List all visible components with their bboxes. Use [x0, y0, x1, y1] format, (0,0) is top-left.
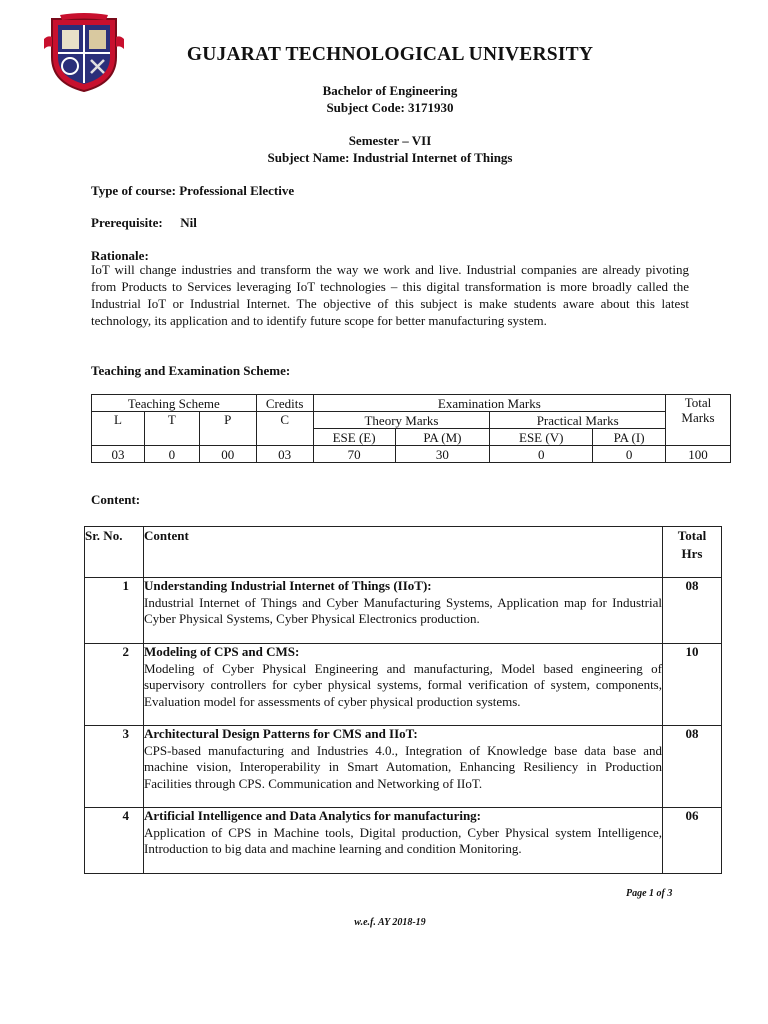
total-label: Total [684, 395, 712, 410]
degree: Bachelor of Engineering [322, 83, 458, 98]
col-t: T [144, 412, 199, 446]
theory-marks-header: Theory Marks [313, 412, 490, 429]
total-marks-header [666, 395, 731, 446]
university-name: GUJARAT TECHNOLOGICAL UNIVERSITY [186, 44, 594, 65]
scheme-heading: Teaching and Examination Scheme: [91, 363, 291, 378]
value-pa-m: 30 [395, 446, 490, 463]
col-l: L [92, 412, 145, 446]
exam-marks-header: Examination Marks [313, 395, 665, 412]
rationale-text: IoT will change industries and transform the way we work and live. Industrial companies are already pivoting from Products to Services leveraging IoT technologies – this digital transformation is more broadly called the Industrial IoT or Industrial Internet. The objective of this subject is make students aware about this latest technology, its application and to identify future scope for better manufacturing system. [91, 262, 689, 328]
subject-code: Subject Code: 3171930 [326, 100, 454, 115]
ese-v-header: ESE (V) [490, 429, 593, 446]
row-hrs: 06 [663, 808, 722, 874]
col-sr-header: Sr. No. [85, 527, 144, 578]
prerequisite-value: Nil [180, 215, 197, 230]
row-sr: 4 [85, 808, 144, 874]
pa-i-header: PA (I) [593, 429, 666, 446]
value-l: 03 [92, 446, 145, 463]
value-c: 03 [256, 446, 313, 463]
total-label: Total [677, 528, 707, 543]
table-row [85, 578, 722, 644]
subject-name: Subject Name: Industrial Internet of Things [267, 150, 513, 165]
row-content [144, 578, 663, 644]
row-body: CPS-based manufacturing and Industries 4.0., Integration of Knowledge base data base and machine vision, Interoperability in Smart Automation, Enhancing Resiliency in Production Facilities through CPS. Communication and Networking of IIoT. [144, 742, 662, 791]
col-p: P [199, 412, 256, 446]
prerequisite-label: Prerequisite: [91, 215, 163, 230]
pa-m-header: PA (M) [395, 429, 490, 446]
credits-header: Credits [256, 395, 313, 412]
row-sr: 1 [85, 578, 144, 644]
row-body: Industrial Internet of Things and Cyber Manufacturing Systems, Application map for Industrial Cyber Physical Systems, Cyber Physical Electronics production. [144, 594, 662, 626]
row-title: Understanding Industrial Internet of Things (IIoT): [144, 578, 432, 593]
teaching-scheme-header: Teaching Scheme [92, 395, 257, 412]
row-hrs: 08 [663, 578, 722, 644]
col-content-header: Content [144, 527, 663, 578]
row-content [144, 644, 663, 726]
row-title: Architectural Design Patterns for CMS and IIoT: [144, 726, 418, 741]
row-hrs: 08 [663, 726, 722, 808]
table-row [85, 644, 722, 726]
value-t: 0 [144, 446, 199, 463]
row-body: Modeling of Cyber Physical Engineering and manufacturing, Model based engineering of supervisory controllers for cyber physical systems, formal verification of system, components, Evaluation model for assessments of cyber physical production systems. [144, 660, 662, 709]
row-body: Application of CPS in Machine tools, Digital production, Cyber Physical system Intelligence, Introduction to big data and machine learning and condition Monitoring. [144, 824, 662, 856]
value-ese-v: 0 [490, 446, 593, 463]
content-heading: Content: [91, 492, 141, 507]
scheme-table [91, 394, 731, 463]
col-c: C [256, 412, 313, 446]
row-sr: 2 [85, 644, 144, 726]
page-of: of [656, 888, 665, 899]
page-current: 1 [649, 888, 655, 899]
course-type: Type of course: Professional Elective [91, 183, 295, 198]
practical-marks-header: Practical Marks [490, 412, 666, 429]
wef-note: w.e.f. AY 2018-19 [354, 917, 426, 928]
row-title: Modeling of CPS and CMS: [144, 644, 300, 659]
marks-label: Marks [681, 410, 715, 425]
content-table [84, 526, 722, 874]
page-number [626, 888, 672, 899]
ese-e-header: ESE (E) [313, 429, 395, 446]
value-ese-e: 70 [313, 446, 395, 463]
rationale-label: Rationale: [91, 248, 149, 263]
page-prefix: Page [626, 888, 647, 899]
table-row [85, 808, 722, 874]
prerequisite [91, 215, 197, 231]
value-total: 100 [666, 446, 731, 463]
row-content [144, 726, 663, 808]
row-sr: 3 [85, 726, 144, 808]
col-hrs-header [663, 527, 722, 578]
semester: Semester – VII [348, 133, 432, 148]
value-pa-i: 0 [593, 446, 666, 463]
page-total: 3 [667, 888, 673, 899]
row-content [144, 808, 663, 874]
value-p: 00 [199, 446, 256, 463]
table-row [85, 726, 722, 808]
row-title: Artificial Intelligence and Data Analytics for manufacturing: [144, 808, 482, 823]
hrs-label: Hrs [681, 546, 703, 561]
row-hrs: 10 [663, 644, 722, 726]
